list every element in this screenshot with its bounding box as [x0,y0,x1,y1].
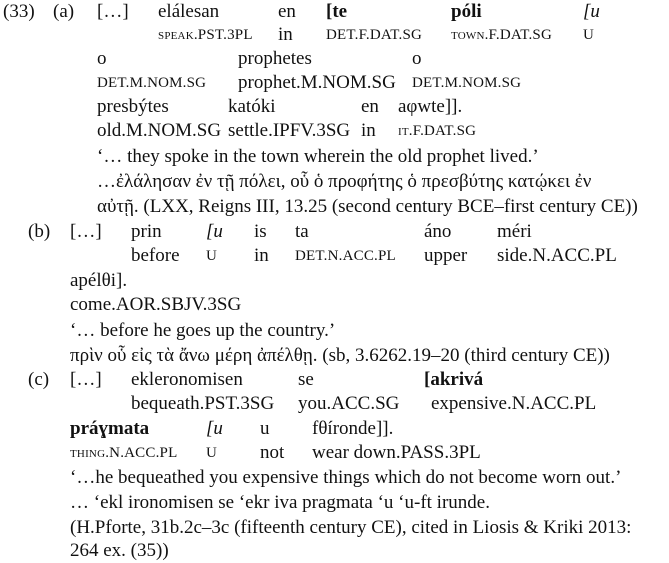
gloss-label: prophet.M.NOM.SG [238,72,396,93]
gloss-word: o [97,48,107,69]
gloss-word: [te [326,1,348,22]
example-b-label: (b) [28,221,51,242]
gloss-label: speak.PST.3PL [158,27,253,43]
gloss-word: is [254,221,267,242]
citation: (H.Pforte, 31b.2c–3c (fifteenth century CE), cited in Liosis & Kriki 2013: [70,517,632,538]
gloss-label: old.M.NOM.SG [97,120,222,141]
gloss-word: méri [497,221,532,242]
gloss-word: en [361,96,379,117]
gloss-label: expensive.N.ACC.PL [431,393,597,414]
gloss-label: you.ACC.SG [298,393,400,414]
gloss-word: [u [583,1,600,22]
gloss-word: presbýtes [97,96,169,117]
gloss-word: [akrivá [424,369,484,390]
gloss-word: prophetes [238,48,312,69]
gloss-label: it.F.DAT.SG [398,123,477,139]
gloss-label: upper [424,245,468,266]
gloss-label: wear down.PASS.3PL [312,442,481,463]
gloss-word: o [412,48,422,69]
gloss-word: katóki [228,96,276,117]
gloss-word: u [260,418,270,439]
gloss-word: apélθi]. [70,270,128,291]
greek-source: …ἐλάλησαν ἐν τῇ πόλει, οὗ ὁ προφήτης ὁ πρεσβύτης κατῴκει ἐν [97,171,592,192]
transcription: … ‘ekl ironomisen se ‘ekr iva pragmata ‘u ‘u-ft irunde. [70,492,490,513]
gloss-label: thing.N.ACC.PL [70,445,178,461]
example-a-label: (a) [53,1,75,22]
gloss-label: side.N.ACC.PL [497,245,617,266]
gloss-label: settle.IPFV.3SG [228,120,351,141]
gloss-word: [u [206,418,223,439]
gloss-word: […] [70,369,102,390]
gloss-word: ta [295,221,309,242]
gloss-label: town.F.DAT.SG [451,27,553,43]
gloss-label: bequeath.PST.3SG [131,393,275,414]
gloss-label: DET.M.NOM.SG [412,75,522,91]
gloss-label: before [131,245,180,266]
translation: ‘… they spoke in the town wherein the old prophet lived.’ [97,146,539,167]
gloss-label: U [206,445,218,461]
gloss-word: se [298,369,314,390]
gloss-label: not [260,442,285,463]
translation: ‘… before he goes up the country.’ [70,320,336,341]
gloss-word: elálesan [158,1,220,22]
gloss-label: DET.N.ACC.PL [295,248,396,264]
gloss-label: U [583,27,595,43]
greek-source: αὐτῇ. (LXX, Reigns III, 13.25 (second century BCE–first century CE)) [97,196,638,217]
gloss-word: prin [131,221,162,242]
example-c-label: (c) [28,369,50,390]
gloss-label: come.AOR.SBJV.3SG [70,294,242,315]
gloss-label: DET.F.DAT.SG [326,27,423,43]
gloss-word: áno [424,221,452,242]
greek-source: πρὶν οὗ εἰς τὰ ἄνω μέρη ἀπέλθῃ. (sb, 3.6262.19–20 (third century CE)) [70,345,610,366]
gloss-word: en [278,1,296,22]
gloss-word: práɣmata [70,418,150,439]
gloss-word: póli [451,1,482,22]
gloss-label: in [254,245,269,266]
gloss-label: in [361,120,376,141]
gloss-word: fθíronde]]. [312,418,394,439]
gloss-word: […] [97,1,129,22]
citation: 264 ex. (35)) [70,540,169,561]
example-number: (33) [3,1,35,22]
gloss-label: in [278,24,293,45]
gloss-word: aφwte]]. [398,96,463,117]
translation: ‘…he bequeathed you expensive things which do not become worn out.’ [70,467,622,488]
gloss-word: [u [206,221,223,242]
gloss-label: DET.M.NOM.SG [97,75,207,91]
gloss-word: […] [70,221,102,242]
gloss-label: U [206,248,218,264]
gloss-word: ekleronomisen [131,369,243,390]
